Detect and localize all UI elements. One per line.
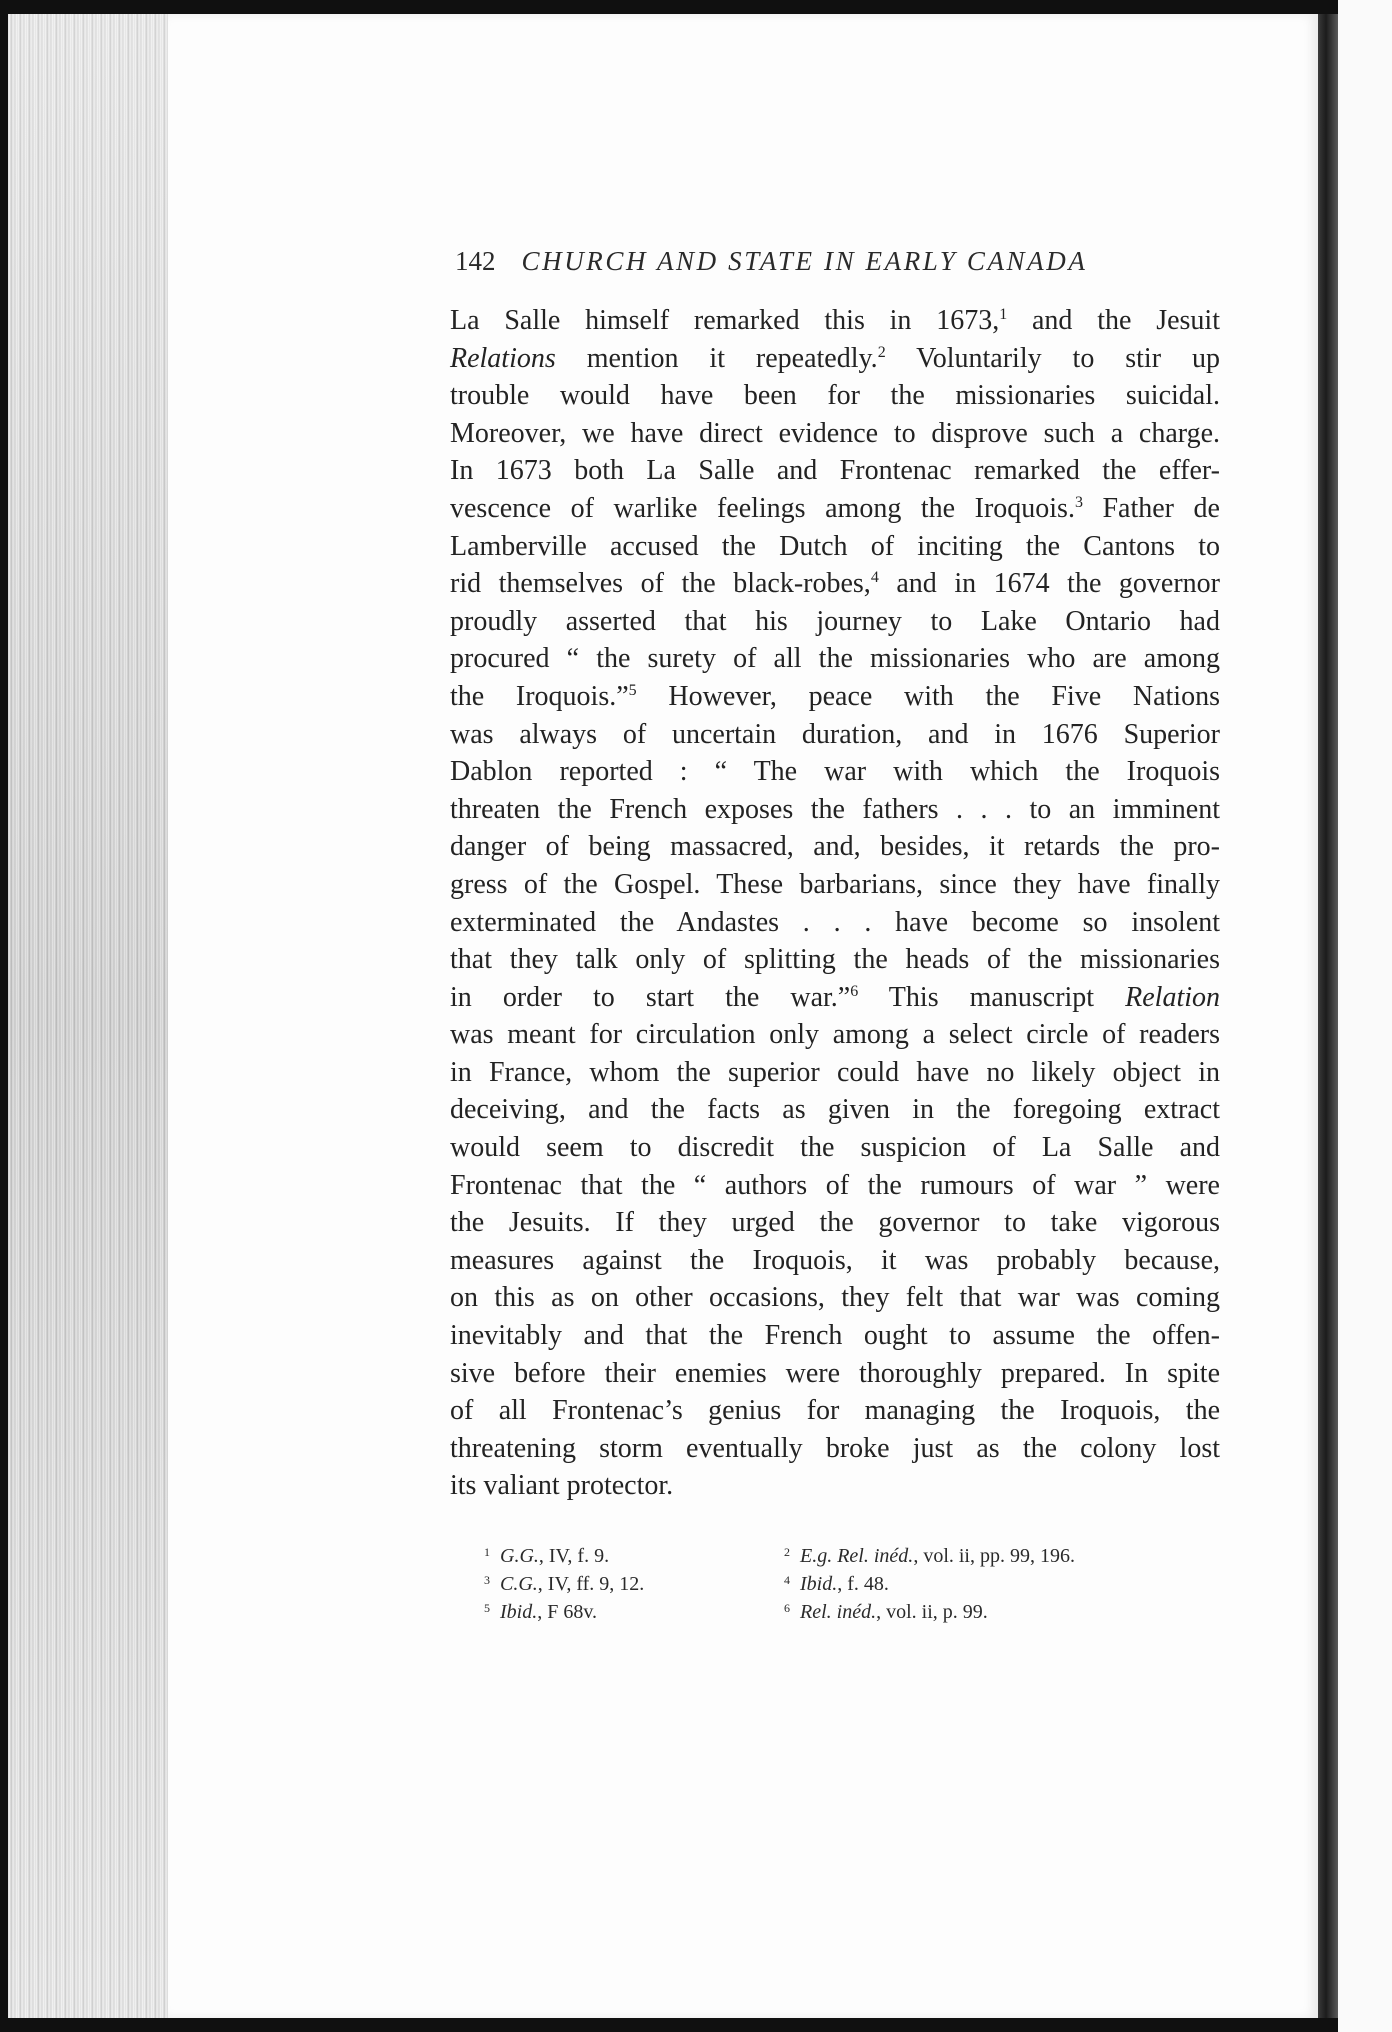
text-line: [450, 1279, 1220, 1317]
text-span: of all Frontenac’s genius for managing the Iroquois, the: [450, 1395, 1220, 1427]
text-span: However, peace with the Five Nations: [636, 680, 1220, 712]
footnote-reference: 3: [1074, 493, 1083, 511]
text-span: gress of the Gospel. These barbarians, since they have finally: [450, 868, 1220, 900]
text-span: Frontenac that the “ authors of the rumours of war ” were: [450, 1169, 1220, 1201]
footnote: [484, 1570, 784, 1598]
footnote-mark: 2: [784, 1545, 790, 1559]
facing-page-sliver: [1338, 0, 1392, 2032]
text-span: , vol. ii, pp. 99, 196.: [913, 1545, 1075, 1567]
text-line: [450, 640, 1220, 678]
italic-text: Ibid.: [800, 1573, 838, 1595]
text-span: the Iroquois.”: [450, 680, 629, 712]
italic-text: C.G.: [500, 1573, 538, 1595]
text-line: [450, 415, 1220, 453]
text-span: Dablon reported : “ The war with which the Iroquois: [450, 756, 1220, 788]
text-line: [450, 452, 1220, 490]
text-line: [450, 678, 1220, 716]
text-line: [450, 1091, 1220, 1129]
footnote-mark: 1: [484, 1545, 490, 1559]
text-line: [450, 490, 1220, 528]
text-line: [450, 302, 1220, 340]
body-text: [450, 302, 1220, 1505]
text-line: [450, 1242, 1220, 1280]
text-span: deceiving, and the facts as given in the foregoing extract: [450, 1094, 1220, 1126]
text-line: [450, 1167, 1220, 1205]
text-line: [450, 1016, 1220, 1054]
footnote: [784, 1570, 1204, 1598]
text-span: mention it repeatedly.: [555, 342, 878, 374]
text-span: threaten the French exposes the fathers . . . to an imminent: [450, 793, 1220, 825]
footnote-mark: 5: [484, 1601, 490, 1615]
text-line: [450, 1355, 1220, 1393]
text-span: , f. 48.: [837, 1573, 889, 1595]
text-span: in France, whom the superior could have no likely object in: [450, 1056, 1220, 1088]
text-line: [450, 1204, 1220, 1242]
text-line: [450, 1054, 1220, 1092]
text-span: danger of being massacred, and, besides, it retards the pro-: [450, 831, 1220, 863]
book-gutter: [1318, 14, 1338, 2018]
text-span: in order to start the war.”: [450, 981, 851, 1013]
text-line: [450, 941, 1220, 979]
text-span: exterminated the Andastes . . . have become so insolent: [450, 906, 1220, 938]
text-line: [450, 904, 1220, 942]
footnote-reference: 2: [877, 343, 886, 361]
text-span: Moreover, we have direct evidence to disprove such a charge.: [450, 417, 1220, 449]
text-span: Father de: [1082, 492, 1220, 524]
text-line: [450, 716, 1220, 754]
text-span: sive before their enemies were thoroughly prepared. In spite: [450, 1357, 1220, 1389]
footnote-reference: 4: [870, 569, 879, 587]
italic-text: G.G.: [500, 1545, 539, 1567]
text-span: procured “ the surety of all the missionaries who are among: [450, 643, 1220, 675]
text-span: rid themselves of the black-robes,: [450, 568, 871, 600]
book-page-edges: [8, 14, 170, 2018]
italic-text: Ibid.: [500, 1601, 538, 1623]
text-span: measures against the Iroquois, it was probably because,: [450, 1244, 1220, 1276]
text-span: on this as on other occasions, they felt that war was coming: [450, 1282, 1220, 1314]
footnote: [784, 1542, 1204, 1570]
text-line: [450, 1392, 1220, 1430]
text-span: was meant for circulation only among a select circle of readers: [450, 1019, 1220, 1051]
text-span: and in 1674 the governor: [878, 568, 1220, 600]
text-span: In 1673 both La Salle and Frontenac remarked the effer-: [450, 455, 1220, 487]
text-span: , IV, f. 9.: [538, 1545, 610, 1567]
text-line: [450, 866, 1220, 904]
footnote-mark: 3: [484, 1573, 490, 1587]
text-span: trouble would have been for the missionaries suicidal.: [450, 380, 1220, 412]
footnote-mark: 6: [784, 1601, 790, 1615]
text-line: [450, 828, 1220, 866]
text-line: [450, 753, 1220, 791]
footnote-reference: 1: [999, 306, 1008, 323]
text-line: [450, 340, 1220, 378]
text-line: [450, 1430, 1220, 1468]
italic-text: Relation: [1125, 981, 1221, 1013]
text-line: [450, 1317, 1220, 1355]
text-span: its valiant protector.: [450, 1470, 674, 1502]
footnote-reference: 6: [850, 982, 859, 1000]
text-span: Voluntarily to stir up: [885, 342, 1220, 374]
text-line: [450, 603, 1220, 641]
text-span: would seem to discredit the suspicion of La Salle and: [450, 1132, 1220, 1164]
italic-text: Rel. inéd.: [800, 1601, 877, 1623]
text-line: [450, 565, 1220, 603]
italic-text: E.g. Rel. inéd.: [800, 1545, 914, 1567]
text-span: proudly asserted that his journey to Lake Ontario had: [450, 605, 1220, 637]
text-span: Lamberville accused the Dutch of inciting the Cantons to: [450, 530, 1220, 562]
page-header: [455, 246, 1160, 277]
text-span: This manuscript: [858, 981, 1126, 1013]
text-span: , IV, ff. 9, 12.: [537, 1573, 645, 1595]
text-span: and the Jesuit: [1007, 305, 1220, 336]
text-span: , vol. ii, p. 99.: [876, 1601, 988, 1623]
text-line: [450, 1467, 1220, 1505]
text-line: [450, 979, 1220, 1017]
text-line: [450, 791, 1220, 829]
text-span: , F 68v.: [537, 1601, 598, 1623]
text-span: that they talk only of splitting the heads of the missionaries: [450, 944, 1220, 976]
text-span: threatening storm eventually broke just as the colony lost: [450, 1432, 1220, 1464]
text-span: vescence of warlike feelings among the Iroquois.: [450, 492, 1075, 524]
text-span: inevitably and that the French ought to assume the offen-: [450, 1320, 1220, 1352]
text-line: [450, 528, 1220, 566]
footnote-reference: 5: [628, 681, 637, 699]
text-line: [450, 1129, 1220, 1167]
footnote-mark: 4: [784, 1573, 790, 1587]
footnotes: [484, 1542, 1204, 1626]
running-head: CHURCH AND STATE IN EARLY CANADA: [521, 246, 1088, 276]
footnote: [484, 1598, 784, 1626]
italic-text: Relations: [450, 342, 556, 374]
footnote: [784, 1598, 1204, 1626]
text-span: the Jesuits. If they urged the governor to take vigorous: [450, 1207, 1220, 1239]
text-span: La Salle himself remarked this in 1673,: [450, 305, 1000, 336]
page-number: 142: [455, 246, 496, 276]
footnote: [484, 1542, 784, 1570]
text-line: [450, 377, 1220, 415]
text-span: was always of uncertain duration, and in 1676 Superior: [450, 718, 1220, 750]
